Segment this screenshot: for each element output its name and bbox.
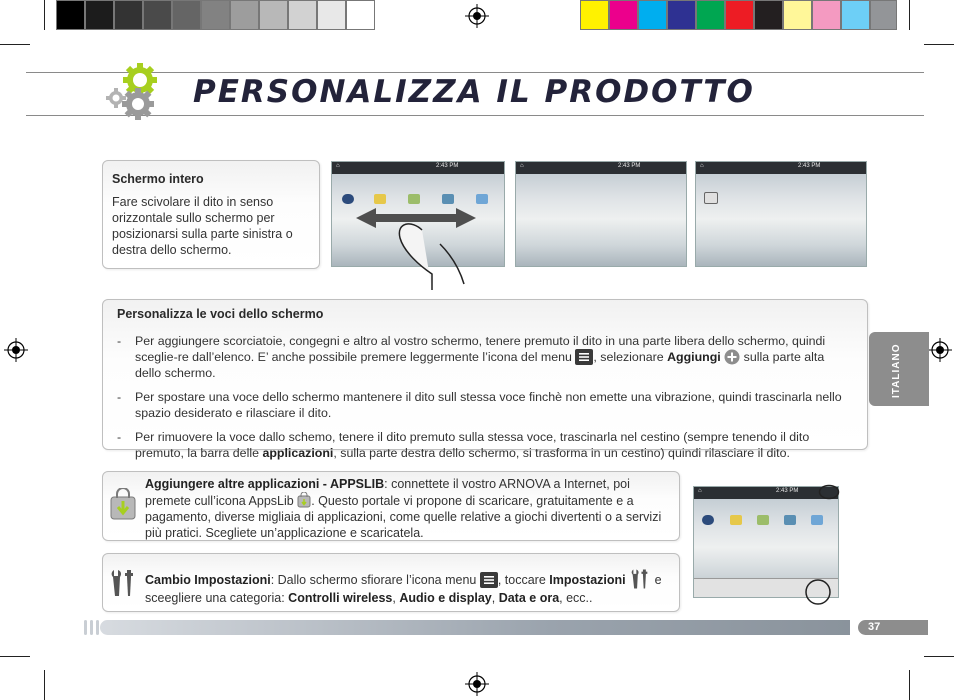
clock-text: 2:43 PM <box>798 163 821 169</box>
menu-icon <box>575 349 593 365</box>
keyword-applicazioni: applicazioni <box>262 446 334 460</box>
fullscreen-panel <box>102 160 320 269</box>
tools-icon <box>108 568 138 598</box>
category-date-time: Data e ora <box>498 591 560 605</box>
settings-panel <box>102 553 680 612</box>
list-item: - Per spostare una voce dello schermo mantenere il dito sull stessa voce finchè non emette una vibrazione, quindi trascinarla nello spazio desiderato e rilasciare il dito. <box>117 390 842 420</box>
list-item: - Per aggiungere scorciatoie, congegni e altro al vostro schermo, tenere premuto il dito in una parte libera dello schermo, quindi sceglie-re dall’elenco. E’ anche possibile premere leggermente l’icona del menu , selezionare Aggiungi sulla parte alta dello schermo. <box>117 334 826 380</box>
app-icon <box>757 515 769 525</box>
gears-icon <box>102 60 162 124</box>
registration-mark-left <box>4 338 28 362</box>
app-icon <box>342 194 354 204</box>
tablet-screenshot-empty <box>515 161 687 267</box>
registration-mark-top <box>465 4 489 28</box>
crop-mark <box>0 44 30 45</box>
customize-heading: Personalizza le voci dello schermo <box>117 307 324 321</box>
highlight-circle <box>804 578 832 606</box>
tablet-screenshot-clock <box>695 161 867 267</box>
clock-text: 2:43 PM <box>436 163 459 169</box>
app-icon <box>408 194 420 204</box>
settings-text: Cambio Impostazioni: Dallo schermo sfiorare l’icona menu , toccare Impostazioni e sceegliere una categoria: Controlli wireless, Audio e display, Data e ora, ecc.. <box>145 568 679 606</box>
app-icon <box>730 515 742 525</box>
app-icon <box>374 194 386 204</box>
menu-icon <box>480 572 498 588</box>
keyword-cambio-impostazioni: Cambio Impostazioni <box>145 573 271 587</box>
registration-mark-right <box>928 338 952 362</box>
settings-tools-icon <box>629 568 651 590</box>
list-item: - Per rimuovere la voce dallo schemo, tenere il dito premuto sulla stessa voce, trascinarla nel cestino (sempre tenendo il dito premuto, la barra delle applicazioni, sulla parte destra dello schermo, si trasforma in un cestino) quindi rilasciare il dito. <box>117 430 810 460</box>
fullscreen-heading: Schermo intero <box>112 172 204 186</box>
app-icon <box>476 194 488 204</box>
status-bar: ⌂ 2:43 PM <box>696 162 866 174</box>
registration-mark-bottom <box>465 672 489 696</box>
language-tab-label: ITALIANO <box>891 343 902 398</box>
status-bar: ⌂ 2:43 PM <box>332 162 504 174</box>
app-icon <box>784 515 796 525</box>
app-icon <box>702 515 714 525</box>
crop-mark <box>44 0 45 30</box>
add-icon <box>724 349 740 365</box>
page-title: PERSONALIZZA IL PRODOTTO <box>193 74 755 110</box>
page-number: 37 <box>858 620 928 635</box>
appslib-icon <box>297 492 311 508</box>
customize-list <box>117 333 843 469</box>
crop-mark <box>44 670 45 700</box>
crop-mark <box>0 656 30 657</box>
customize-panel <box>102 299 868 460</box>
fullscreen-text: Fare scivolare il dito in senso orizzontale sullo schermo per posizionarsi sulla parte sinistra o destra dello schermo. <box>112 195 293 257</box>
category-audio-display: Audio e display <box>399 591 492 605</box>
highlight-circle <box>818 484 840 500</box>
app-icon <box>811 515 823 525</box>
crop-mark <box>909 670 910 700</box>
crop-mark <box>909 0 910 30</box>
app-icon <box>442 194 454 204</box>
crop-mark <box>924 44 954 45</box>
keyword-appslib: Aggiungere altre applicazioni - APPSLIB <box>145 477 385 491</box>
appslib-text: Aggiungere altre applicazioni - APPSLIB: connettete il vostro ARNOVA a Internet, poi premete cull’icona AppsLib . Questo portale vi propone di scaricare, gratuitamente e a pagamento, diverse migliaia di applicazioni, come quelle relative a giochi divertenti o a servizi più pratici. Scegliete un’applicazione e scaricatela. <box>145 477 662 540</box>
clock-text: 2:43 PM <box>776 488 799 494</box>
appslib-panel <box>102 471 680 541</box>
status-bar: ⌂ 2:43 PM <box>516 162 686 174</box>
language-tab <box>869 332 929 406</box>
keyword-impostazioni: Impostazioni <box>549 573 626 587</box>
footer-bar <box>100 620 850 635</box>
crop-mark <box>924 656 954 657</box>
keyword-aggiungi: Aggiungi <box>667 350 721 364</box>
category-wireless: Controlli wireless <box>288 591 393 605</box>
swipe-hand-illustration <box>352 204 492 290</box>
appslib-bag-icon <box>109 488 137 520</box>
status-bar: ⌂ 2:43 PM <box>694 487 838 499</box>
clock-text: 2:43 PM <box>618 163 641 169</box>
clock-widget-icon <box>704 192 718 204</box>
